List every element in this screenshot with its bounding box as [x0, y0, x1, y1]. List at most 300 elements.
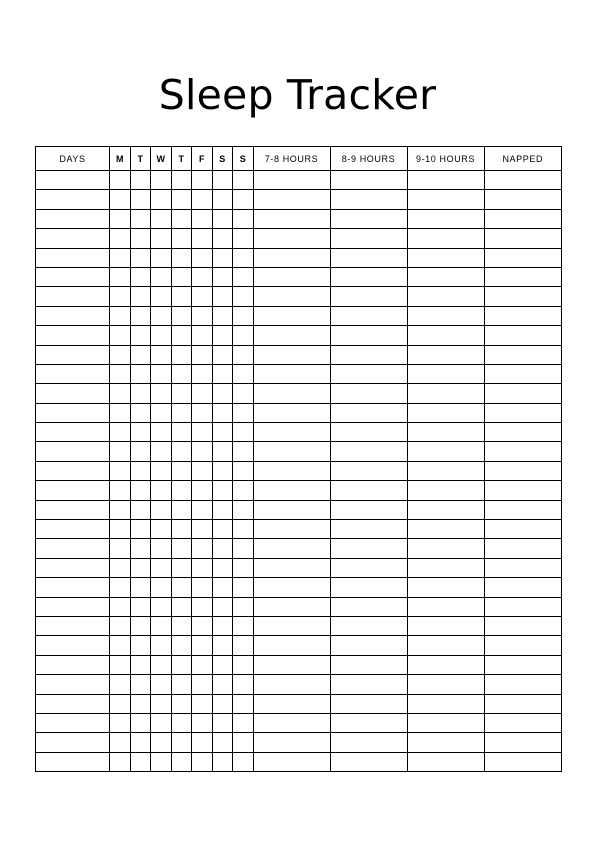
- table-cell[interactable]: [110, 403, 131, 422]
- table-cell[interactable]: [330, 190, 407, 209]
- table-cell[interactable]: [212, 558, 233, 577]
- table-cell[interactable]: [36, 558, 110, 577]
- table-cell[interactable]: [110, 442, 131, 461]
- table-cell[interactable]: [233, 597, 254, 616]
- table-cell[interactable]: [233, 326, 254, 345]
- table-cell[interactable]: [233, 675, 254, 694]
- table-cell[interactable]: [36, 364, 110, 383]
- table-cell[interactable]: [253, 209, 330, 228]
- table-cell[interactable]: [130, 520, 151, 539]
- table-cell[interactable]: [407, 267, 484, 286]
- table-cell[interactable]: [407, 675, 484, 694]
- table-cell[interactable]: [171, 326, 192, 345]
- table-cell[interactable]: [212, 539, 233, 558]
- table-cell[interactable]: [233, 694, 254, 713]
- table-cell[interactable]: [110, 481, 131, 500]
- table-cell[interactable]: [151, 384, 172, 403]
- table-cell[interactable]: [151, 539, 172, 558]
- table-cell[interactable]: [171, 403, 192, 422]
- table-cell[interactable]: [330, 733, 407, 752]
- table-cell[interactable]: [130, 267, 151, 286]
- table-cell[interactable]: [253, 306, 330, 325]
- table-cell[interactable]: [253, 694, 330, 713]
- table-cell[interactable]: [330, 636, 407, 655]
- table-cell[interactable]: [192, 461, 213, 480]
- table-cell[interactable]: [253, 558, 330, 577]
- table-cell[interactable]: [407, 171, 484, 190]
- table-cell[interactable]: [233, 306, 254, 325]
- table-cell[interactable]: [253, 752, 330, 771]
- table-cell[interactable]: [192, 752, 213, 771]
- table-cell[interactable]: [171, 267, 192, 286]
- table-cell[interactable]: [130, 171, 151, 190]
- table-cell[interactable]: [330, 326, 407, 345]
- table-cell[interactable]: [212, 209, 233, 228]
- table-cell[interactable]: [330, 539, 407, 558]
- table-cell[interactable]: [407, 423, 484, 442]
- table-cell[interactable]: [171, 461, 192, 480]
- table-cell[interactable]: [171, 442, 192, 461]
- table-cell[interactable]: [151, 209, 172, 228]
- table-cell[interactable]: [484, 578, 562, 597]
- table-cell[interactable]: [171, 752, 192, 771]
- table-cell[interactable]: [36, 752, 110, 771]
- table-cell[interactable]: [330, 345, 407, 364]
- table-cell[interactable]: [407, 403, 484, 422]
- table-cell[interactable]: [192, 364, 213, 383]
- table-cell[interactable]: [330, 461, 407, 480]
- table-cell[interactable]: [233, 423, 254, 442]
- table-cell[interactable]: [36, 442, 110, 461]
- table-cell[interactable]: [36, 171, 110, 190]
- table-cell[interactable]: [484, 364, 562, 383]
- table-cell[interactable]: [110, 461, 131, 480]
- table-cell[interactable]: [330, 675, 407, 694]
- table-cell[interactable]: [192, 500, 213, 519]
- table-cell[interactable]: [484, 209, 562, 228]
- table-cell[interactable]: [330, 597, 407, 616]
- table-cell[interactable]: [212, 326, 233, 345]
- table-cell[interactable]: [253, 616, 330, 635]
- table-cell[interactable]: [36, 423, 110, 442]
- table-cell[interactable]: [212, 384, 233, 403]
- table-cell[interactable]: [484, 733, 562, 752]
- table-cell[interactable]: [212, 287, 233, 306]
- table-cell[interactable]: [130, 636, 151, 655]
- table-cell[interactable]: [212, 752, 233, 771]
- table-cell[interactable]: [233, 229, 254, 248]
- table-cell[interactable]: [192, 655, 213, 674]
- table-cell[interactable]: [253, 539, 330, 558]
- table-cell[interactable]: [110, 733, 131, 752]
- table-cell[interactable]: [130, 675, 151, 694]
- table-cell[interactable]: [192, 287, 213, 306]
- table-cell[interactable]: [151, 694, 172, 713]
- table-cell[interactable]: [36, 597, 110, 616]
- table-cell[interactable]: [233, 384, 254, 403]
- table-cell[interactable]: [110, 345, 131, 364]
- table-cell[interactable]: [171, 558, 192, 577]
- table-cell[interactable]: [192, 597, 213, 616]
- table-cell[interactable]: [110, 539, 131, 558]
- table-cell[interactable]: [212, 364, 233, 383]
- table-cell[interactable]: [484, 558, 562, 577]
- table-cell[interactable]: [330, 558, 407, 577]
- table-cell[interactable]: [36, 306, 110, 325]
- table-cell[interactable]: [151, 752, 172, 771]
- table-cell[interactable]: [233, 287, 254, 306]
- table-cell[interactable]: [192, 616, 213, 635]
- table-cell[interactable]: [253, 171, 330, 190]
- table-cell[interactable]: [130, 423, 151, 442]
- table-cell[interactable]: [36, 326, 110, 345]
- table-cell[interactable]: [171, 713, 192, 732]
- table-cell[interactable]: [233, 655, 254, 674]
- table-cell[interactable]: [171, 655, 192, 674]
- table-cell[interactable]: [330, 248, 407, 267]
- table-cell[interactable]: [484, 423, 562, 442]
- table-cell[interactable]: [212, 520, 233, 539]
- table-cell[interactable]: [330, 364, 407, 383]
- table-cell[interactable]: [484, 481, 562, 500]
- table-cell[interactable]: [192, 423, 213, 442]
- table-cell[interactable]: [36, 229, 110, 248]
- table-cell[interactable]: [36, 287, 110, 306]
- table-cell[interactable]: [110, 713, 131, 732]
- table-cell[interactable]: [130, 229, 151, 248]
- table-cell[interactable]: [330, 384, 407, 403]
- table-cell[interactable]: [36, 209, 110, 228]
- table-cell[interactable]: [212, 461, 233, 480]
- table-cell[interactable]: [36, 539, 110, 558]
- table-cell[interactable]: [36, 616, 110, 635]
- table-cell[interactable]: [253, 326, 330, 345]
- table-cell[interactable]: [151, 578, 172, 597]
- table-cell[interactable]: [151, 423, 172, 442]
- table-cell[interactable]: [233, 171, 254, 190]
- table-cell[interactable]: [253, 442, 330, 461]
- table-cell[interactable]: [171, 694, 192, 713]
- table-cell[interactable]: [330, 713, 407, 732]
- table-cell[interactable]: [212, 481, 233, 500]
- table-cell[interactable]: [36, 713, 110, 732]
- table-cell[interactable]: [192, 578, 213, 597]
- table-cell[interactable]: [110, 520, 131, 539]
- table-cell[interactable]: [253, 364, 330, 383]
- table-cell[interactable]: [407, 326, 484, 345]
- table-cell[interactable]: [130, 694, 151, 713]
- table-cell[interactable]: [171, 675, 192, 694]
- table-cell[interactable]: [192, 481, 213, 500]
- table-cell[interactable]: [212, 306, 233, 325]
- table-cell[interactable]: [151, 403, 172, 422]
- table-cell[interactable]: [233, 209, 254, 228]
- table-cell[interactable]: [192, 539, 213, 558]
- table-cell[interactable]: [407, 616, 484, 635]
- table-cell[interactable]: [233, 733, 254, 752]
- table-cell[interactable]: [233, 752, 254, 771]
- table-cell[interactable]: [330, 500, 407, 519]
- table-cell[interactable]: [330, 578, 407, 597]
- table-cell[interactable]: [407, 190, 484, 209]
- table-cell[interactable]: [330, 209, 407, 228]
- table-cell[interactable]: [484, 287, 562, 306]
- table-cell[interactable]: [407, 694, 484, 713]
- table-cell[interactable]: [151, 636, 172, 655]
- table-cell[interactable]: [330, 171, 407, 190]
- table-cell[interactable]: [151, 616, 172, 635]
- table-cell[interactable]: [212, 675, 233, 694]
- table-cell[interactable]: [253, 384, 330, 403]
- table-cell[interactable]: [484, 229, 562, 248]
- table-cell[interactable]: [407, 500, 484, 519]
- table-cell[interactable]: [407, 597, 484, 616]
- table-cell[interactable]: [192, 267, 213, 286]
- table-cell[interactable]: [253, 520, 330, 539]
- table-cell[interactable]: [407, 558, 484, 577]
- table-cell[interactable]: [130, 287, 151, 306]
- table-cell[interactable]: [233, 403, 254, 422]
- table-cell[interactable]: [192, 520, 213, 539]
- table-cell[interactable]: [253, 287, 330, 306]
- table-cell[interactable]: [36, 636, 110, 655]
- table-cell[interactable]: [212, 500, 233, 519]
- table-cell[interactable]: [253, 655, 330, 674]
- table-cell[interactable]: [212, 171, 233, 190]
- table-cell[interactable]: [330, 616, 407, 635]
- table-cell[interactable]: [151, 229, 172, 248]
- table-cell[interactable]: [330, 694, 407, 713]
- table-cell[interactable]: [253, 190, 330, 209]
- table-cell[interactable]: [151, 481, 172, 500]
- table-cell[interactable]: [484, 267, 562, 286]
- table-cell[interactable]: [171, 500, 192, 519]
- table-cell[interactable]: [233, 248, 254, 267]
- table-cell[interactable]: [171, 345, 192, 364]
- table-cell[interactable]: [130, 558, 151, 577]
- table-cell[interactable]: [151, 345, 172, 364]
- table-cell[interactable]: [233, 481, 254, 500]
- table-cell[interactable]: [253, 461, 330, 480]
- table-cell[interactable]: [212, 616, 233, 635]
- table-cell[interactable]: [484, 655, 562, 674]
- table-cell[interactable]: [330, 306, 407, 325]
- table-cell[interactable]: [36, 500, 110, 519]
- table-cell[interactable]: [130, 481, 151, 500]
- table-cell[interactable]: [110, 597, 131, 616]
- table-cell[interactable]: [171, 384, 192, 403]
- table-cell[interactable]: [212, 597, 233, 616]
- table-cell[interactable]: [171, 733, 192, 752]
- table-cell[interactable]: [110, 248, 131, 267]
- table-cell[interactable]: [36, 248, 110, 267]
- table-cell[interactable]: [192, 190, 213, 209]
- table-cell[interactable]: [330, 481, 407, 500]
- table-cell[interactable]: [130, 713, 151, 732]
- table-cell[interactable]: [110, 655, 131, 674]
- table-cell[interactable]: [407, 442, 484, 461]
- table-cell[interactable]: [484, 326, 562, 345]
- table-cell[interactable]: [212, 442, 233, 461]
- table-cell[interactable]: [171, 520, 192, 539]
- table-cell[interactable]: [171, 287, 192, 306]
- table-cell[interactable]: [407, 209, 484, 228]
- table-cell[interactable]: [484, 520, 562, 539]
- table-cell[interactable]: [110, 171, 131, 190]
- table-cell[interactable]: [36, 403, 110, 422]
- table-cell[interactable]: [330, 442, 407, 461]
- table-cell[interactable]: [192, 306, 213, 325]
- table-cell[interactable]: [151, 306, 172, 325]
- table-cell[interactable]: [36, 461, 110, 480]
- table-cell[interactable]: [407, 384, 484, 403]
- table-cell[interactable]: [484, 636, 562, 655]
- table-cell[interactable]: [36, 655, 110, 674]
- table-cell[interactable]: [151, 461, 172, 480]
- table-cell[interactable]: [212, 423, 233, 442]
- table-cell[interactable]: [192, 229, 213, 248]
- table-cell[interactable]: [151, 326, 172, 345]
- table-cell[interactable]: [484, 345, 562, 364]
- table-cell[interactable]: [130, 597, 151, 616]
- table-cell[interactable]: [253, 229, 330, 248]
- table-cell[interactable]: [192, 345, 213, 364]
- table-cell[interactable]: [407, 345, 484, 364]
- table-cell[interactable]: [212, 713, 233, 732]
- table-cell[interactable]: [110, 675, 131, 694]
- table-cell[interactable]: [171, 190, 192, 209]
- table-cell[interactable]: [130, 403, 151, 422]
- table-cell[interactable]: [233, 616, 254, 635]
- table-cell[interactable]: [233, 558, 254, 577]
- table-cell[interactable]: [253, 500, 330, 519]
- table-cell[interactable]: [130, 442, 151, 461]
- table-cell[interactable]: [151, 558, 172, 577]
- table-cell[interactable]: [130, 209, 151, 228]
- table-cell[interactable]: [330, 520, 407, 539]
- table-cell[interactable]: [110, 384, 131, 403]
- table-cell[interactable]: [192, 558, 213, 577]
- table-cell[interactable]: [233, 520, 254, 539]
- table-cell[interactable]: [233, 442, 254, 461]
- table-cell[interactable]: [192, 209, 213, 228]
- table-cell[interactable]: [407, 539, 484, 558]
- table-cell[interactable]: [407, 752, 484, 771]
- table-cell[interactable]: [484, 500, 562, 519]
- table-cell[interactable]: [212, 190, 233, 209]
- table-cell[interactable]: [212, 345, 233, 364]
- table-cell[interactable]: [130, 616, 151, 635]
- table-cell[interactable]: [171, 306, 192, 325]
- table-cell[interactable]: [407, 655, 484, 674]
- table-cell[interactable]: [110, 578, 131, 597]
- table-cell[interactable]: [407, 520, 484, 539]
- table-cell[interactable]: [110, 694, 131, 713]
- table-cell[interactable]: [192, 326, 213, 345]
- table-cell[interactable]: [253, 248, 330, 267]
- table-cell[interactable]: [330, 403, 407, 422]
- table-cell[interactable]: [171, 171, 192, 190]
- table-cell[interactable]: [151, 675, 172, 694]
- table-cell[interactable]: [171, 423, 192, 442]
- table-cell[interactable]: [484, 539, 562, 558]
- table-cell[interactable]: [407, 713, 484, 732]
- table-cell[interactable]: [212, 636, 233, 655]
- table-cell[interactable]: [171, 636, 192, 655]
- table-cell[interactable]: [130, 578, 151, 597]
- table-cell[interactable]: [484, 190, 562, 209]
- table-cell[interactable]: [130, 384, 151, 403]
- table-cell[interactable]: [171, 481, 192, 500]
- table-cell[interactable]: [253, 713, 330, 732]
- table-cell[interactable]: [484, 403, 562, 422]
- table-cell[interactable]: [130, 364, 151, 383]
- table-cell[interactable]: [484, 752, 562, 771]
- table-cell[interactable]: [233, 345, 254, 364]
- table-cell[interactable]: [110, 636, 131, 655]
- table-cell[interactable]: [330, 423, 407, 442]
- table-cell[interactable]: [151, 248, 172, 267]
- table-cell[interactable]: [253, 675, 330, 694]
- table-cell[interactable]: [171, 597, 192, 616]
- table-cell[interactable]: [212, 578, 233, 597]
- table-cell[interactable]: [212, 267, 233, 286]
- table-cell[interactable]: [36, 345, 110, 364]
- table-cell[interactable]: [36, 267, 110, 286]
- table-cell[interactable]: [110, 500, 131, 519]
- table-cell[interactable]: [253, 636, 330, 655]
- table-cell[interactable]: [192, 248, 213, 267]
- table-cell[interactable]: [192, 384, 213, 403]
- table-cell[interactable]: [253, 403, 330, 422]
- table-cell[interactable]: [407, 636, 484, 655]
- table-cell[interactable]: [212, 229, 233, 248]
- table-cell[interactable]: [212, 694, 233, 713]
- table-cell[interactable]: [151, 500, 172, 519]
- table-cell[interactable]: [192, 675, 213, 694]
- table-cell[interactable]: [192, 733, 213, 752]
- table-cell[interactable]: [192, 403, 213, 422]
- table-cell[interactable]: [110, 364, 131, 383]
- table-cell[interactable]: [253, 423, 330, 442]
- table-cell[interactable]: [130, 733, 151, 752]
- table-cell[interactable]: [171, 209, 192, 228]
- table-cell[interactable]: [151, 190, 172, 209]
- table-cell[interactable]: [484, 675, 562, 694]
- table-cell[interactable]: [484, 616, 562, 635]
- table-cell[interactable]: [330, 267, 407, 286]
- table-cell[interactable]: [110, 752, 131, 771]
- table-cell[interactable]: [110, 306, 131, 325]
- table-cell[interactable]: [110, 229, 131, 248]
- table-cell[interactable]: [151, 713, 172, 732]
- table-cell[interactable]: [233, 500, 254, 519]
- table-cell[interactable]: [130, 539, 151, 558]
- table-cell[interactable]: [36, 694, 110, 713]
- table-cell[interactable]: [484, 694, 562, 713]
- table-cell[interactable]: [151, 655, 172, 674]
- table-cell[interactable]: [233, 539, 254, 558]
- table-cell[interactable]: [151, 520, 172, 539]
- table-cell[interactable]: [130, 326, 151, 345]
- table-cell[interactable]: [407, 229, 484, 248]
- table-cell[interactable]: [233, 636, 254, 655]
- table-cell[interactable]: [110, 267, 131, 286]
- table-cell[interactable]: [171, 616, 192, 635]
- table-cell[interactable]: [36, 190, 110, 209]
- table-cell[interactable]: [233, 713, 254, 732]
- table-cell[interactable]: [407, 733, 484, 752]
